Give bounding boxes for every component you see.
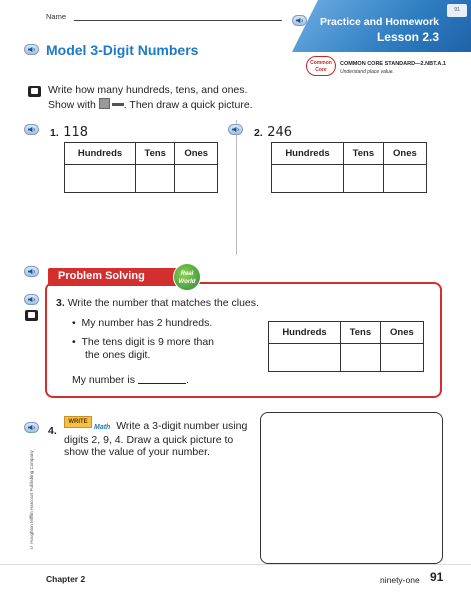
tens-rod-icon: [112, 103, 124, 106]
problem2-place-value-table: [271, 142, 427, 193]
answer-cell-ones[interactable]: [380, 344, 423, 372]
problem4-speaker-icon[interactable]: [24, 422, 39, 433]
problem4-prompt: Write a 3-digit number using digits 2, 9, 4. Draw a quick picture to show the value of your number.: [64, 420, 248, 458]
col-tens: Tens: [136, 143, 175, 165]
problem4-header: [48, 421, 57, 439]
quick-picture-box[interactable]: [260, 412, 443, 564]
tablet-icon: [28, 86, 41, 97]
directions-show-with: Show with: [48, 99, 96, 111]
problem3-prompt: [56, 297, 259, 309]
clue2-line1: The tens digit is 9 more than: [81, 336, 215, 348]
clue1: [72, 317, 212, 330]
answer-blank[interactable]: [138, 375, 186, 384]
hundreds-block-icon: [99, 98, 110, 109]
banner-title: Practice and Homework: [319, 16, 439, 28]
banner-lesson: Lesson 2.3: [376, 30, 439, 44]
problem3-prompt-text: Write the number that matches the clues.: [67, 297, 259, 309]
standard-code: COMMON CORE STANDARD—2.NBT.A.1: [340, 61, 446, 67]
answer-cell-tens[interactable]: [340, 344, 380, 372]
problem2-value: 246: [267, 125, 293, 140]
problem2-header: [254, 123, 292, 141]
problem3-tablet-icon: [25, 310, 38, 321]
col-tens: Tens: [343, 143, 383, 165]
bullet-icon: •: [72, 336, 82, 348]
problem3-place-value-table: [268, 321, 424, 372]
col-ones: Ones: [380, 322, 423, 344]
answer-line: [72, 374, 189, 386]
problem1-speaker-icon[interactable]: [24, 124, 39, 135]
name-input-line[interactable]: [74, 20, 282, 21]
answer-cell-tens[interactable]: [136, 165, 175, 193]
problem1-number: 1.: [50, 127, 59, 139]
name-label: Name: [46, 12, 67, 21]
copyright: © Houghton Mifflin Harcourt Publishing Company: [29, 450, 34, 550]
real-world-globe-icon: Real World: [173, 263, 201, 291]
common-core-icon: Common Core: [306, 56, 336, 76]
chapter-label: Chapter 2: [46, 574, 86, 584]
answer-cell-ones[interactable]: [383, 165, 426, 193]
col-ones: Ones: [175, 143, 218, 165]
problem3-speaker-icon[interactable]: [24, 294, 39, 305]
page-tab: 91: [447, 4, 467, 17]
footer-rule: [0, 564, 471, 565]
write-icon: WRITE: [64, 416, 92, 428]
problem4-text: [64, 420, 260, 458]
col-hundreds: Hundreds: [272, 143, 344, 165]
page-title: Model 3-Digit Numbers: [46, 42, 199, 58]
problem1-place-value-table: [64, 142, 218, 193]
problem2-speaker-icon[interactable]: [228, 124, 243, 135]
page-number-words: ninety-one: [380, 575, 420, 585]
directions-draw: . Then draw a quick picture.: [123, 99, 253, 111]
math-label: Math: [94, 424, 111, 431]
ps-speaker-icon[interactable]: [24, 266, 39, 277]
directions-line2: [48, 98, 328, 113]
problem1-header: [50, 123, 88, 141]
answer-cell-hundreds[interactable]: [272, 165, 344, 193]
column-divider: [236, 120, 237, 255]
answer-label: My number is: [72, 374, 136, 386]
page-number: 91: [430, 570, 444, 584]
clue2-line2: the ones digit.: [85, 349, 151, 361]
col-tens: Tens: [340, 322, 380, 344]
col-ones: Ones: [383, 143, 426, 165]
answer-cell-hundreds[interactable]: [65, 165, 136, 193]
answer-end: .: [185, 374, 189, 386]
problem-solving-label: Problem Solving: [58, 270, 145, 282]
problem4-number: 4.: [48, 425, 57, 437]
col-hundreds: Hundreds: [65, 143, 136, 165]
clue2: [72, 336, 214, 362]
col-hundreds: Hundreds: [269, 322, 341, 344]
answer-cell-ones[interactable]: [175, 165, 218, 193]
answer-cell-tens[interactable]: [343, 165, 383, 193]
clue1-text: My number has 2 hundreds.: [81, 317, 213, 329]
standard-description: Understand place value.: [340, 69, 394, 75]
problem3-number: 3.: [56, 297, 65, 309]
banner-notch: [292, 0, 318, 52]
answer-cell-hundreds[interactable]: [269, 344, 341, 372]
directions: [48, 83, 328, 113]
problem2-number: 2.: [254, 127, 263, 139]
audio-speaker-icon[interactable]: [24, 44, 39, 55]
bullet-icon: •: [72, 317, 82, 329]
directions-line1: Write how many hundreds, tens, and ones.: [48, 84, 248, 96]
banner-speaker-icon[interactable]: [292, 15, 307, 26]
problem1-value: 118: [63, 125, 89, 140]
